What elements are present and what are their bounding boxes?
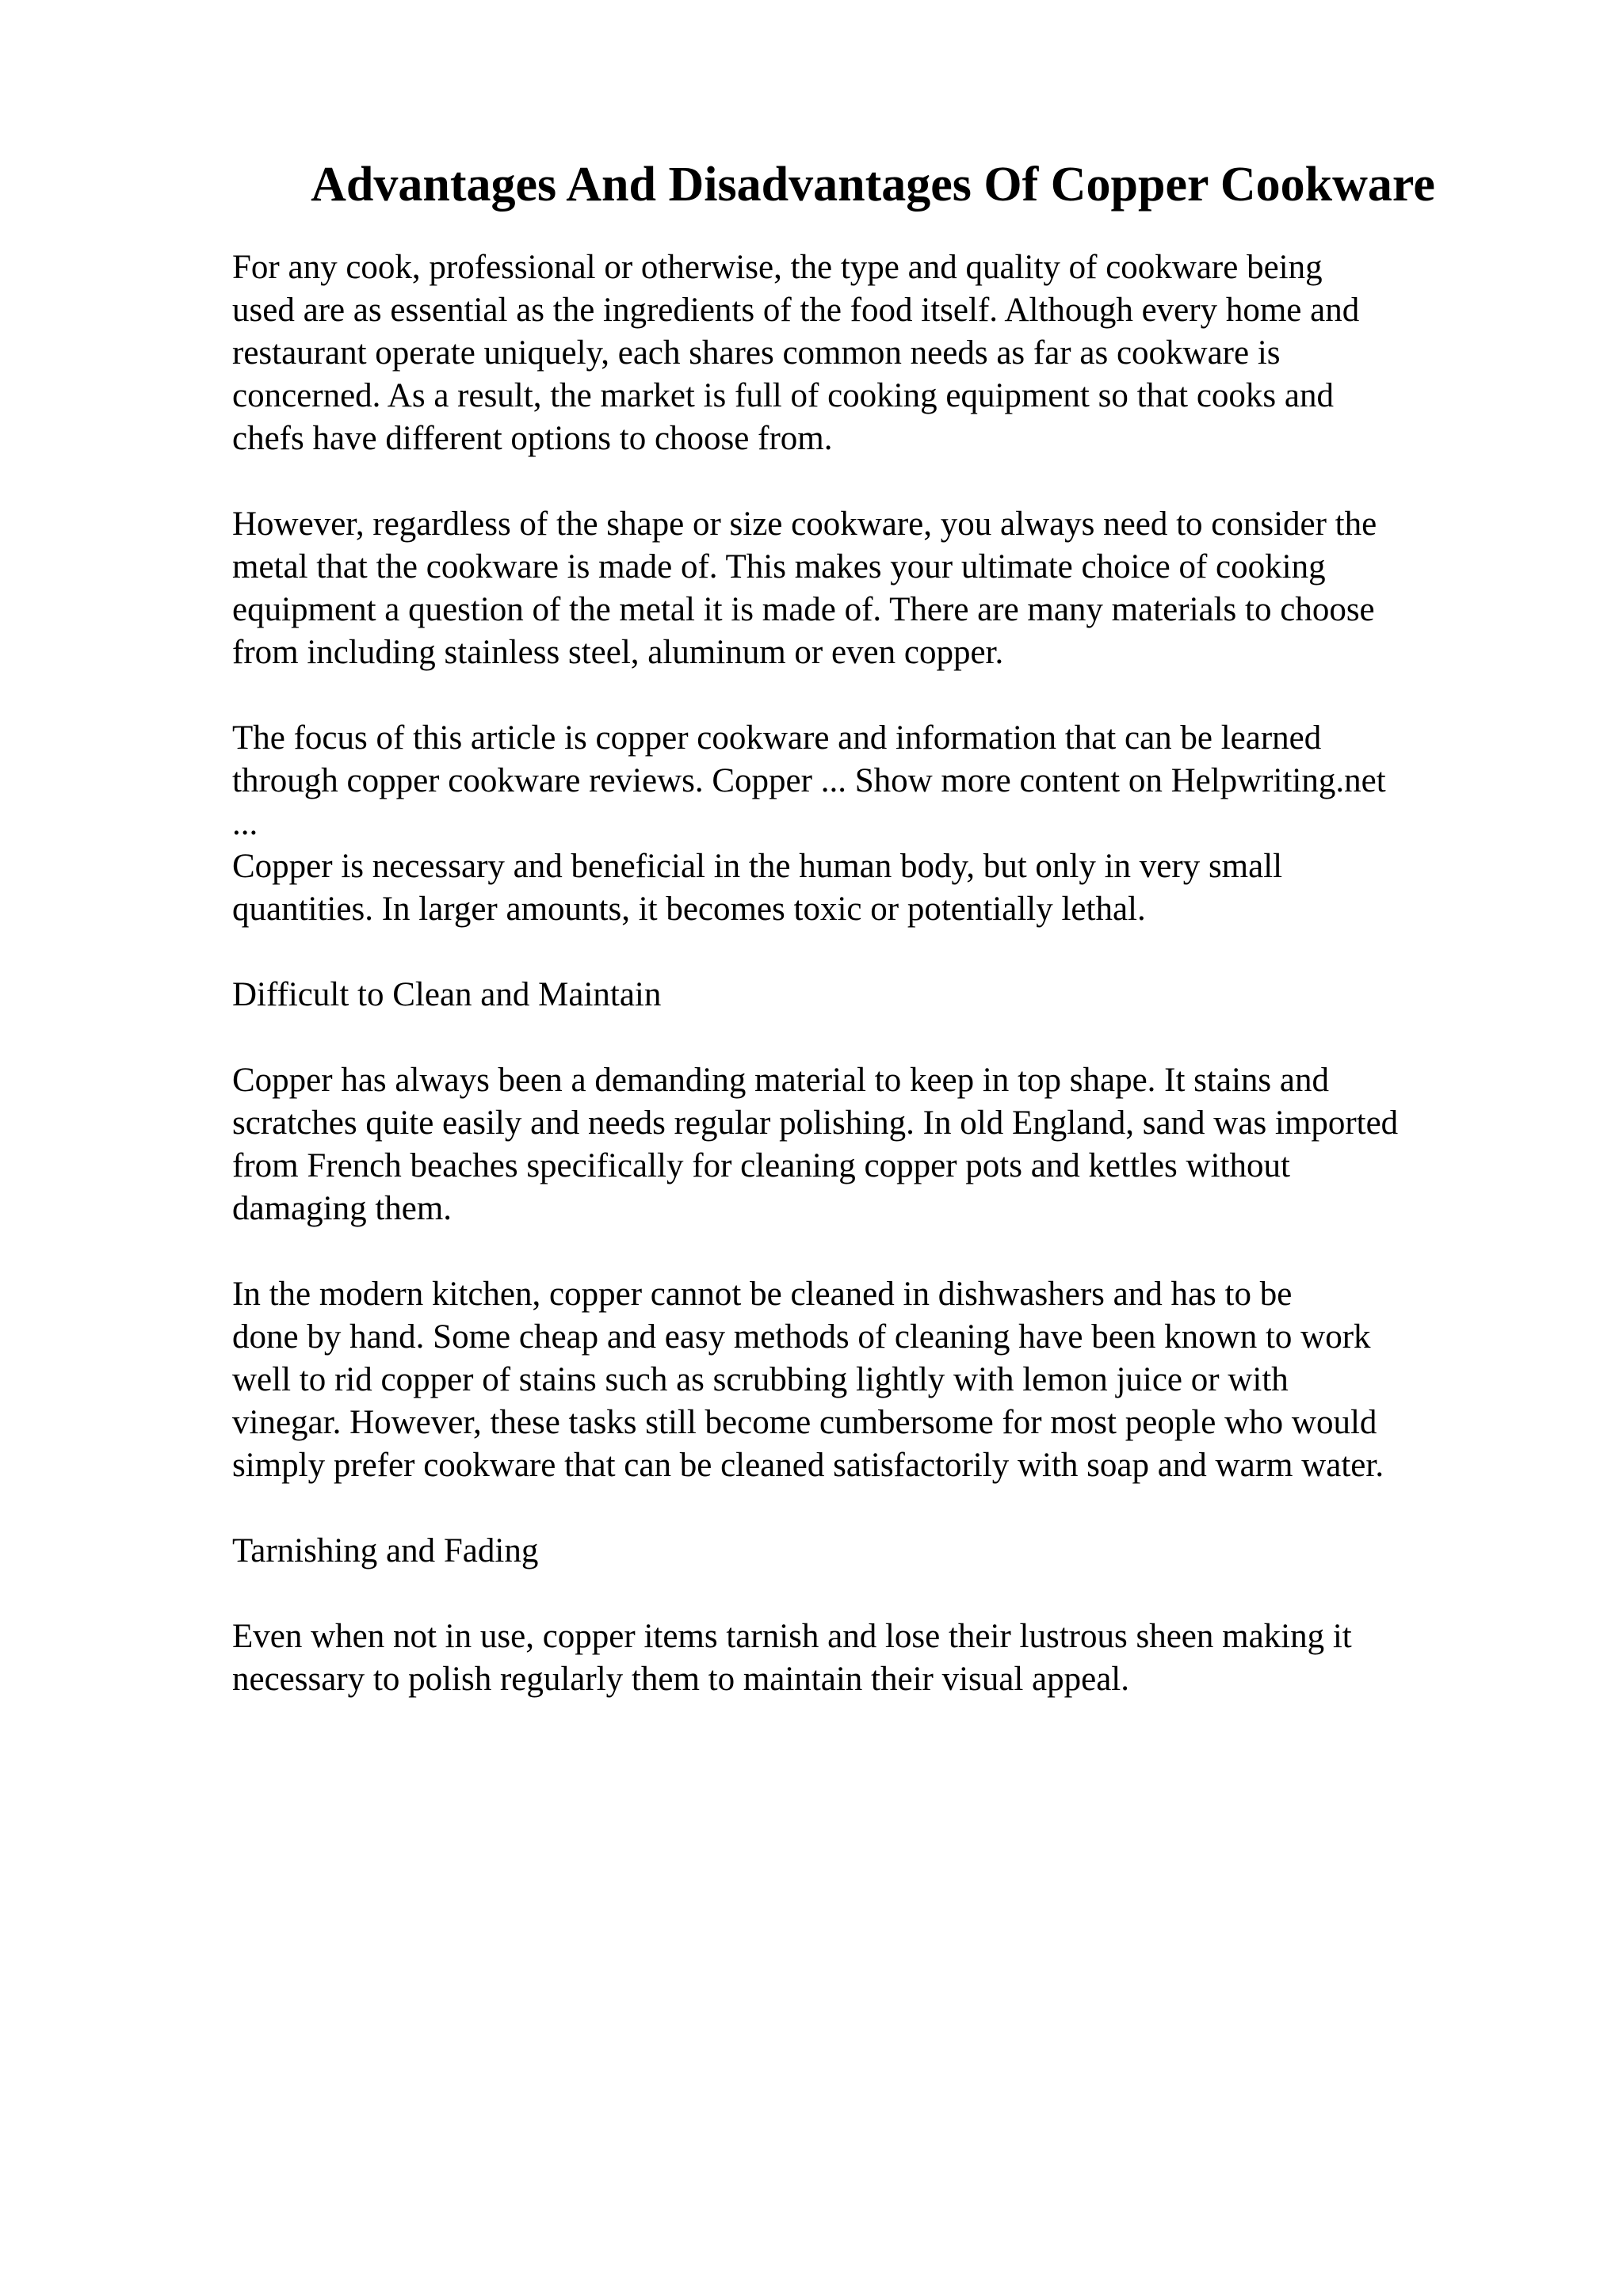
text-line: scratches quite easily and needs regular polishing. In old England, sand was imported	[232, 1104, 1399, 1142]
paragraph-intro	[232, 246, 1500, 460]
text-line: concerned. As a result, the market is full of cooking equipment so that cooks and	[232, 377, 1334, 414]
document-body	[232, 246, 1500, 1744]
text-line: ...	[232, 805, 258, 842]
text-line: In the modern kitchen, copper cannot be cleaned in dishwashers and has to be	[232, 1276, 1293, 1313]
text-line: However, regardless of the shape or size cookware, you always need to consider the	[232, 505, 1377, 543]
text-line: For any cook, professional or otherwise, the type and quality of cookware being	[232, 249, 1323, 286]
text-line: from French beaches specifically for cleaning copper pots and kettles without	[232, 1147, 1290, 1184]
paragraph-tarnish	[232, 1615, 1500, 1701]
text-line: through copper cookware reviews. Copper ... Show more content on Helpwriting.net	[232, 762, 1386, 799]
paragraph-focus	[232, 717, 1500, 931]
text-line: Copper is necessary and beneficial in the human body, but only in very small	[232, 848, 1283, 885]
text-line: The focus of this article is copper cookware and information that can be learned	[232, 719, 1322, 757]
text-line: Even when not in use, copper items tarnish and lose their lustrous sheen making it	[232, 1618, 1352, 1655]
text-line: Difficult to Clean and Maintain	[232, 976, 662, 1013]
document-title: Advantages And Disadvantages Of Copper Cookware	[311, 158, 1435, 212]
text-line: chefs have different options to choose from.	[232, 420, 833, 457]
paragraph-modern-kitchen	[232, 1273, 1500, 1487]
section-heading-clean	[232, 974, 1500, 1016]
text-line: vinegar. However, these tasks still become cumbersome for most people who would	[232, 1404, 1377, 1441]
text-line: done by hand. Some cheap and easy methods of cleaning have been known to work	[232, 1318, 1371, 1356]
text-line: used are as essential as the ingredients of the food itself. Although every home and	[232, 292, 1360, 329]
section-heading-tarnishing	[232, 1530, 1500, 1573]
text-line: from including stainless steel, aluminum or even copper.	[232, 634, 1004, 671]
paragraph-metal	[232, 503, 1500, 674]
text-line: damaging them.	[232, 1190, 453, 1227]
text-line: metal that the cookware is made of. This makes your ultimate choice of cooking	[232, 548, 1326, 585]
paragraph-demanding	[232, 1059, 1500, 1230]
text-line: well to rid copper of stains such as scrubbing lightly with lemon juice or with	[232, 1361, 1289, 1398]
text-line: Copper has always been a demanding material to keep in top shape. It stains and	[232, 1062, 1329, 1099]
text-line: quantities. In larger amounts, it becomes toxic or potentially lethal.	[232, 891, 1146, 928]
text-line: necessary to polish regularly them to maintain their visual appeal.	[232, 1661, 1130, 1698]
text-line: Tarnishing and Fading	[232, 1532, 539, 1569]
text-line: restaurant operate uniquely, each shares common needs as far as cookware is	[232, 334, 1281, 372]
text-line: equipment a question of the metal it is made of. There are many materials to choose	[232, 591, 1375, 628]
text-line: simply prefer cookware that can be cleaned satisfactorily with soap and warm water.	[232, 1447, 1384, 1484]
